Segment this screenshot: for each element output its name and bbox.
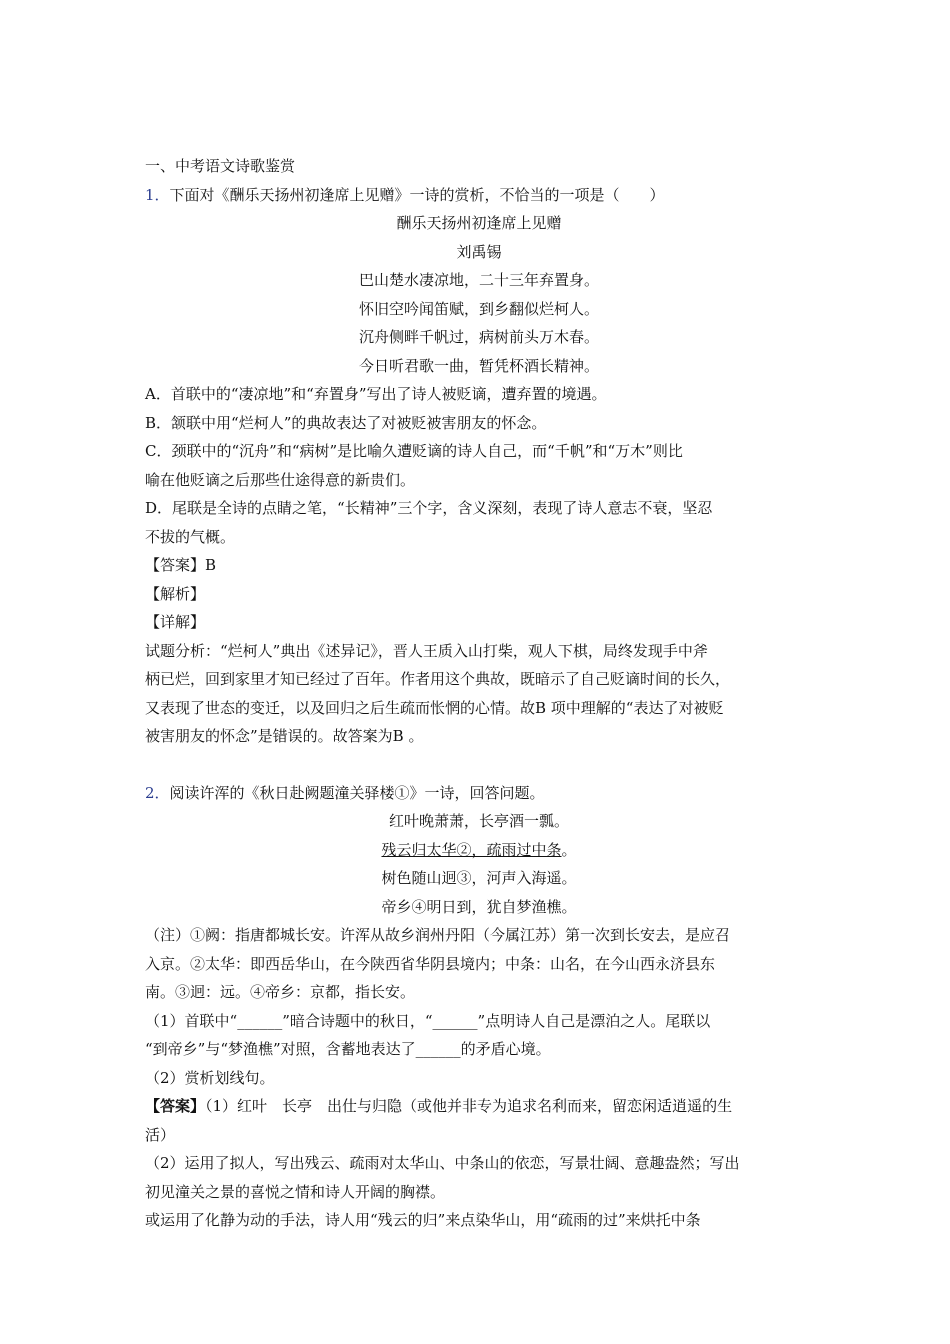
- q1-poem-line: 沉舟侧畔千帆过，病树前头万木春。: [358, 328, 599, 346]
- q1-detail-label: 【详解】: [145, 613, 206, 631]
- q2-answer-3: 或运用了化静为动的手法，诗人用“残云的归”来点染华山，用“疏雨的过”来烘托中条: [145, 1211, 701, 1229]
- q2-answer-1-cont: 活）: [145, 1125, 176, 1144]
- q2-poem-line: 红叶晚萧萧，长亭酒一瓢。: [388, 812, 569, 830]
- q2-note: 南。③迥：远。④帝乡：京都，指长安。: [145, 983, 416, 1001]
- q1-poem-author: 刘禹锡: [456, 242, 502, 261]
- q2-answer-line: [145, 1092, 813, 1121]
- q1-explanation: 柄已烂，回到家里才知已经过了百年。作者用这个典故，既暗示了自己贬谪时间的长久，: [145, 670, 731, 688]
- section-title: 一、中考语文诗歌鉴赏: [145, 157, 296, 175]
- q2-number: 2．: [145, 783, 170, 802]
- q2-answer-2: （2）运用了拟人，写出残云、疏雨对太华山、中条山的依恋，写景壮阔、意趣盎然；写出: [145, 1154, 740, 1172]
- q1-explanation: 被害朋友的怀念”是错误的。故答案为B 。: [145, 727, 424, 745]
- q1-option-d-cont: 不拔的气概。: [145, 527, 236, 546]
- q2-note: 入京。②太华：即西岳华山，在今陕西省华阴县境内；中条：山名，在今山西永济县东: [145, 954, 716, 973]
- q1-stem-line: [145, 181, 813, 210]
- q1-poem-line: 怀旧空吟闻笛赋，到乡翻似烂柯人。: [358, 299, 599, 318]
- q1-analysis-label: 【解析】: [145, 584, 206, 603]
- q1-poem-line: 巴山楚水凄凉地，二十三年弃置身。: [358, 271, 599, 289]
- q1-stem: 下面对《酬乐天扬州初逢席上见赠》一诗的赏析，不恰当的一项是（ ）: [169, 185, 665, 204]
- q2-poem-line: 帝乡④明日到，犹自梦渔樵。: [381, 897, 577, 916]
- q1-number: 1．: [145, 185, 170, 204]
- q2-poem-line-underlined: [145, 836, 813, 865]
- q1-option-b: B．颔联中用“烂柯人”的典故表达了对被贬被害朋友的怀念。: [145, 413, 547, 432]
- q2-subquestion-1: （1）首联中“______”暗合诗题中的秋日，“______”点明诗人自己是漂泊之人。尾联以: [145, 1011, 711, 1030]
- q1-explanation: 又表现了世态的变迁，以及回归之后生疏而怅惘的心情。故B 项中理解的“表达了对被贬: [145, 698, 724, 717]
- q1-option-c: C．颈联中的“沉舟”和“病树”是比喻久遭贬谪的诗人自己，而“千帆”和“万木”则比: [145, 442, 683, 460]
- q2-subquestion-2: （2）赏析划线句。: [145, 1068, 275, 1087]
- q2-answer-2-cont: 初见潼关之景的喜悦之情和诗人开阔的胸襟。: [145, 1182, 446, 1201]
- q2-answer-1: （1）红叶 长亭 出仕与归隐（或他并非专为追求名利而来，留恋闲适逍遥的生: [205, 1097, 733, 1115]
- spacer: [145, 751, 813, 779]
- q2-stem-line: [145, 779, 813, 808]
- q1-option-a: A．首联中的“凄凉地”和“弃置身”写出了诗人被贬谪，遭弃置的境遇。: [145, 385, 607, 403]
- q1-poem-title: 酬乐天扬州初逢席上见赠: [396, 214, 562, 232]
- document-page: [145, 152, 813, 1235]
- q1-poem-line: 今日听君歌一曲，暂凭杯酒长精神。: [358, 356, 599, 375]
- q2-poem-line: 树色随山迥③，河声入海遥。: [381, 869, 577, 887]
- q1-option-d: D．尾联是全诗的点睛之笔，“长精神”三个字，含义深刻，表现了诗人意志不衰，坚忍: [145, 499, 713, 517]
- q1-option-c-cont: 喻在他贬谪之后那些仕途得意的新贵们。: [145, 470, 416, 489]
- punctuation: 。: [561, 840, 577, 859]
- q2-stem: 阅读许浑的《秋日赴阙题潼关驿楼①》一诗，回答问题。: [169, 783, 545, 802]
- underlined-text: 残云归太华②，疏雨过中条: [381, 840, 562, 859]
- q1-answer: 【答案】B: [145, 556, 217, 574]
- q2-answer-label: 【答案】: [145, 1097, 206, 1115]
- q2-subquestion-1-cont: “到帝乡”与“梦渔樵”对照，含蓄地表达了______的矛盾心境。: [145, 1040, 551, 1058]
- q1-explanation: 试题分析：“烂柯人”典出《述异记》，晋人王质入山打柴，观人下棋，局终发现手中斧: [145, 641, 708, 660]
- q2-note: （注）①阙：指唐都城长安。许浑从故乡润州丹阳（今属江苏）第一次到长安去，是应召: [145, 926, 731, 944]
